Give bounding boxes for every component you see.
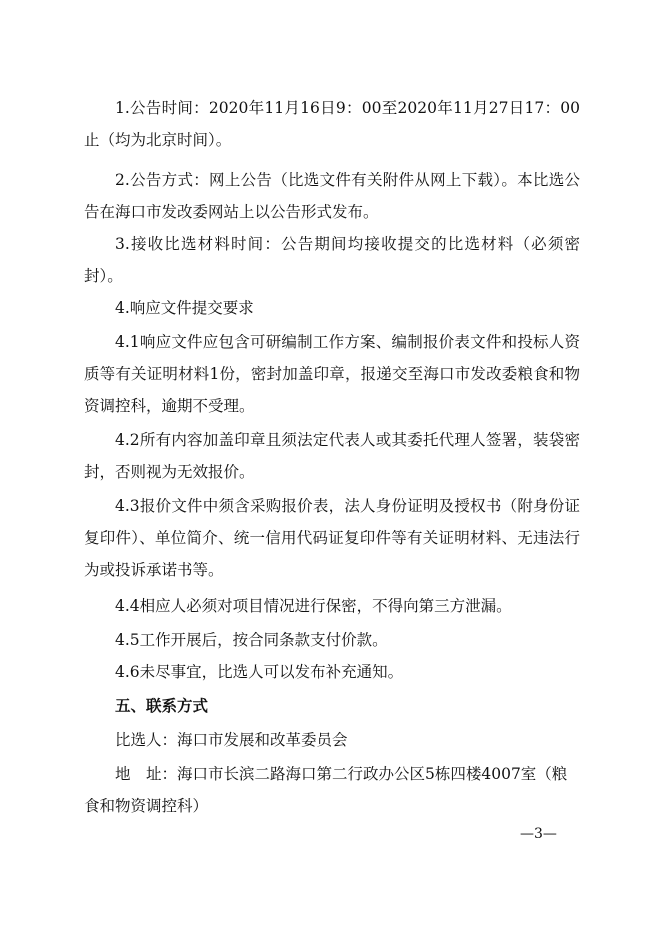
paragraph-announcement-method: 2.公告方式：网上公告（比选文件有关附件从网上下载）。本比选公告在海口市发改委网站上以公告形式发布。 — [84, 171, 580, 221]
section-heading-contact: 五、联系方式 — [115, 697, 209, 715]
paragraph-requirement-4-2: 4.2所有内容加盖印章且须法定代表人或其委托代理人签署，装袋密封，否则视为无效报价。 — [84, 431, 580, 481]
contact-address: 地 址：海口市长滨二路海口第二行政办公区5栋四楼4007室（粮食和物资调控科） — [84, 765, 568, 815]
paragraph-response-requirements: 4.响应文件提交要求 — [115, 299, 254, 317]
paragraph-submission-time: 3.接收比选材料时间：公告期间均接收提交的比选材料（必须密封）。 — [84, 235, 580, 285]
paragraph-requirement-4-3: 4.3报价文件中须含采购报价表，法人身份证明及授权书（附身份证复印件）、单位简介、统一信用代码证复印件等有关证明材料、无违法行为或投诉承诺书等。 — [84, 497, 580, 579]
paragraph-requirement-4-4: 4.4相应人必须对项目情况进行保密，不得向第三方泄漏。 — [115, 597, 512, 615]
paragraph-announcement-time: 1.公告时间：2020年11月16日9：00至2020年11月27日17：00止（均为北京时间）。 — [84, 99, 580, 149]
paragraph-requirement-4-6: 4.6未尽事宜，比选人可以发布补充通知。 — [115, 663, 404, 681]
paragraph-requirement-4-5: 4.5工作开展后，按合同条款支付价款。 — [115, 631, 388, 649]
paragraph-requirement-4-1: 4.1响应文件应包含可研编制工作方案、编制报价表文件和投标人资质等有关证明材料1份，密封加盖印章，报递交至海口市发改委粮食和物资调控科，逾期不受理。 — [84, 333, 580, 415]
page-number: —3— — [520, 826, 557, 842]
contact-organizer: 比选人：海口市发展和改革委员会 — [115, 731, 348, 749]
